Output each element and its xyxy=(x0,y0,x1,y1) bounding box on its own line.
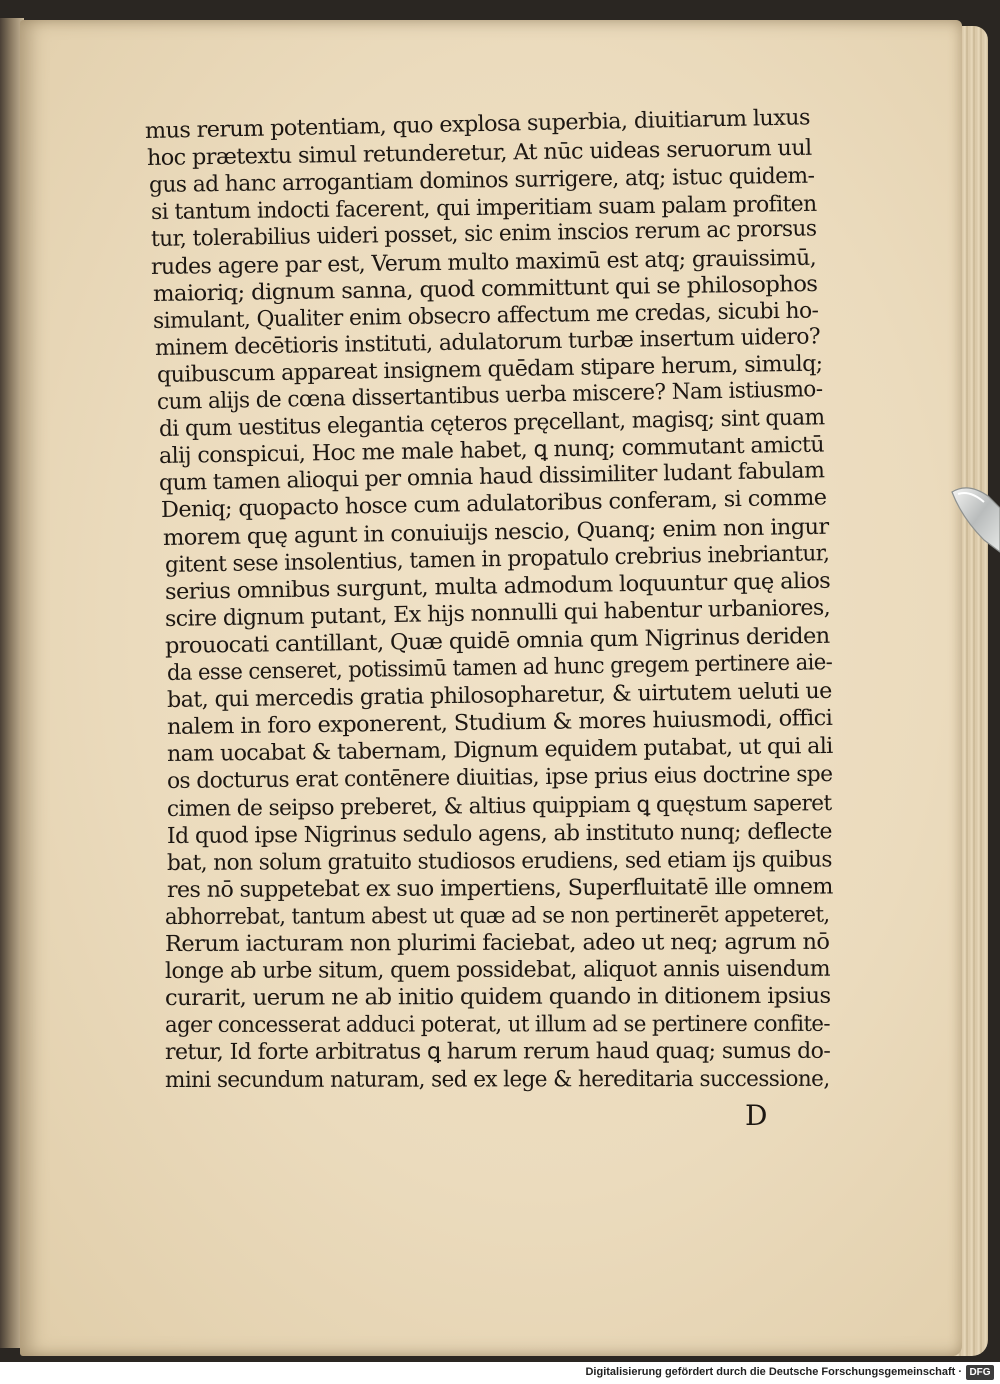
text-line: rudes agere par est, Verum multo maximū est atq; grauissimū, xyxy=(150,245,817,280)
text-line: mus rerum potentiam, quo explosa superbia, diuitiarum luxus xyxy=(144,105,811,144)
text-line: tur, tolerabilius uideri posset, sic enim inscios rerum ac prorsus xyxy=(150,216,817,253)
text-line: os docturus erat contēnere diuitias, ipse prius eius doctrine spe xyxy=(166,762,833,795)
text-line: cum alijs de cœna dissertantibus uerba miscere? Nam istiusmo- xyxy=(156,376,823,415)
book-page xyxy=(20,20,962,1356)
text-line: retur, Id forte arbitratus ꝗ harum rerum haud quaq; sumus do- xyxy=(164,1039,831,1066)
text-line: res nō suppetebat ex suo impertiens, Superfluitatē ille omnem xyxy=(166,874,833,903)
funding-credit: Digitalisierung gefördert durch die Deutsche Forschungsgemeinschaft · xyxy=(585,1366,962,1378)
text-line: bat, non solum gratuito studiosos erudiens, sed etiam ijs quibus xyxy=(166,847,832,876)
text-line: abhorrebat, tantum abest ut quæ ad se non pertinerēt appeteret, xyxy=(164,902,830,930)
text-line: Rerum iacturam non plurimi faciebat, adeo ut neq; agrum nō xyxy=(164,929,830,957)
text-line: scire dignum putant, Ex hijs nonnulli qui habentur urbaniores, xyxy=(164,595,831,632)
text-line: nam uocabat & tabernam, Dignum equidem putabat, ut qui ali xyxy=(166,734,833,768)
text-line: qum tamen alioqui per omnia haud dissimiliter ludant fabulam xyxy=(158,458,825,497)
text-line: nalem in foro exponerent, Studium & mores huiusmodi, offici xyxy=(166,706,833,741)
glass-weight-icon xyxy=(948,478,1000,556)
text-line: Id quod ipse Nigrinus sedulo agens, ab instituto nunq; deflecte xyxy=(166,818,832,849)
text-line: serius omnibus surgunt, multa admodum loquuntur quę alios xyxy=(164,568,831,605)
text-line: si tantum indocti facerent, qui imperitiam suam palam profiten xyxy=(150,192,817,226)
text-line: minem decētioris instituti, adulatorum turbæ insertum uidero? xyxy=(154,324,821,361)
text-line: di qum uestitus elegantia cęteros pręcellant, magisq; sint quam xyxy=(158,405,825,443)
footer-bar xyxy=(0,1362,1000,1384)
text-line: prouocati cantillant, Quæ quidē omnia qum Nigrinus deriden xyxy=(164,623,830,659)
text-line: maioriq; dignum sanna, quod committunt qui se philosophos xyxy=(152,271,818,307)
text-line: da esse censeret, potissimū tamen ad hunc gregem pertinere aie- xyxy=(166,650,833,686)
dfg-logo-icon: DFG xyxy=(966,1365,994,1380)
text-line: simulant, Qualiter enim obsecro affectum me credas, sicubi ho- xyxy=(152,298,819,334)
text-line: gitent sese insolentius, tamen in propatulo crebrius inebriantur, xyxy=(164,540,830,578)
text-line: cimen de seipso preberet, & altius quippiam ꝗ quęstum saperet xyxy=(166,790,832,822)
text-line: mini secundum naturam, sed ex lege & hereditaria successione, xyxy=(164,1066,830,1093)
text-line: longe ab urbe situm, quem possidebat, aliquot annis uisendum xyxy=(164,956,831,985)
text-line: hoc prætextu simul retunderetur, At nūc uideas seruorum uul xyxy=(146,135,812,172)
text-line: alij conspicui, Hoc me male habet, ꝗ nunq; commutant amictū xyxy=(158,432,825,470)
signature-mark: D xyxy=(745,1099,768,1132)
text-line: quibuscum appareat insignem quēdam stipare herum, simulq; xyxy=(156,351,823,388)
text-line: morem quę agunt in conuiuijs nescio, Quanq; enim non ingur xyxy=(162,514,829,551)
text-line: gus ad hanc arrogantiam dominos surrigere, atq; istuc quidem- xyxy=(148,163,815,199)
text-line: ager concesserat adduci poterat, ut illum ad se pertinere confite- xyxy=(164,1012,830,1039)
text-line: curarit, uerum ne ab initio quidem quando in ditionem ipsius xyxy=(164,983,831,1012)
text-line: Deniq; quopacto hosce cum adulatoribus conferam, si comme xyxy=(160,485,827,524)
text-line: bat, qui mercedis gratia philosopharetur, & uirtutem ueluti ue xyxy=(166,678,832,714)
text-block xyxy=(144,105,835,1118)
